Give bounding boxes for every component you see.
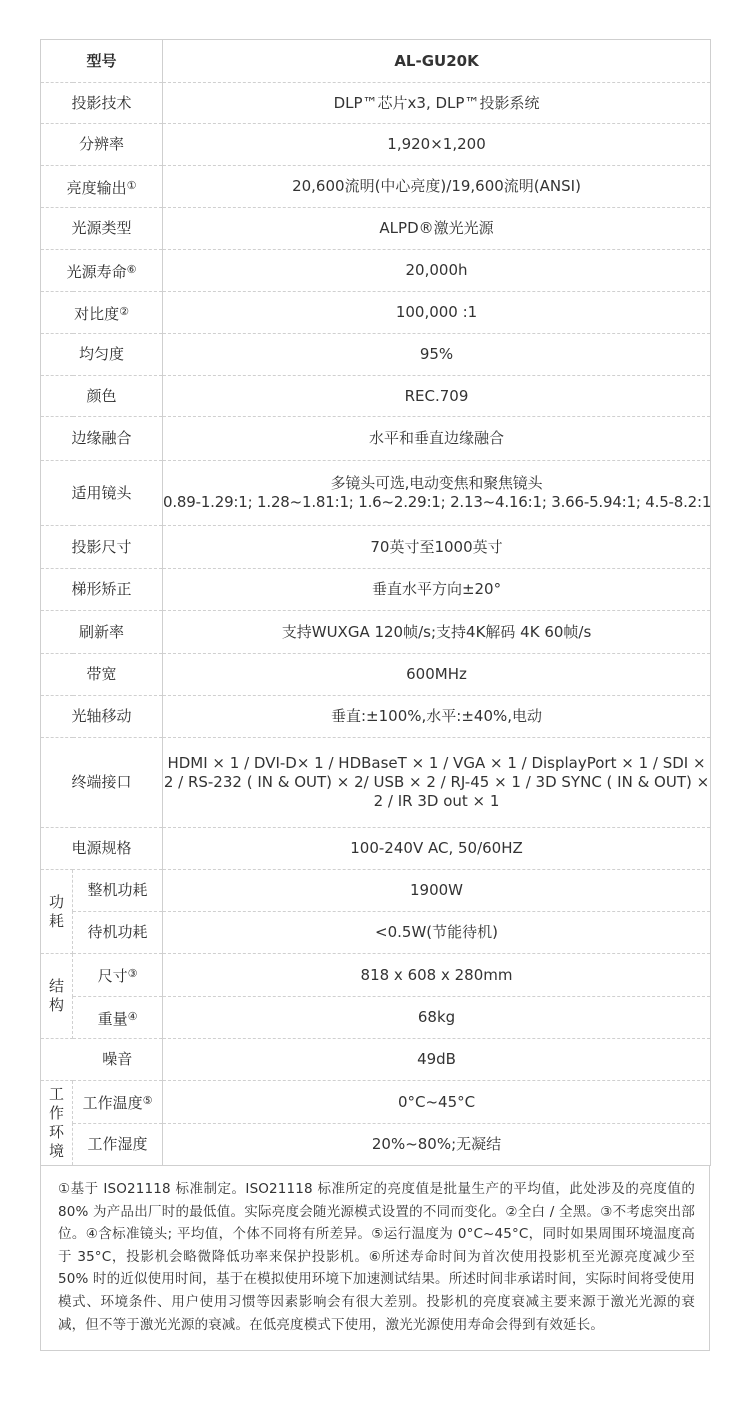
group-char: 境: [48, 1142, 64, 1160]
row-label: 边缘融合: [41, 417, 163, 461]
row-label: 终端接口: [41, 738, 163, 828]
row-value: 100-240V AC, 50/60HZ: [163, 828, 711, 870]
row-value: 95%: [163, 334, 711, 376]
row-value: 20,000h: [163, 250, 711, 292]
footnote-mark: ⑤: [142, 1094, 153, 1107]
label-text: 光源寿命: [66, 262, 127, 281]
row-value: REC.709: [163, 376, 711, 417]
row-value: 600MHz: [163, 654, 711, 696]
row-label: 噪音: [73, 1039, 163, 1081]
footnote-mark: ③: [127, 967, 138, 980]
model-row: [41, 40, 711, 83]
label-text: 对比度: [74, 304, 120, 323]
row-label: 光源类型: [41, 208, 163, 250]
row-value: 0°C~45°C: [163, 1081, 711, 1124]
footnote-mark: ②: [119, 304, 129, 318]
spec-row-standby-power: [41, 912, 711, 954]
spec-row-keystone: [41, 569, 711, 611]
spec-row-edge-blend: [41, 417, 711, 461]
row-value: 支持WUXGA 120帧/s;支持4K解码 4K 60帧/s: [163, 611, 711, 654]
row-label: 投影技术: [41, 83, 163, 124]
spec-row-humidity: [41, 1124, 711, 1166]
row-label: 待机功耗: [73, 912, 163, 954]
group-char: 工: [48, 1085, 64, 1103]
spec-table: [40, 39, 711, 1166]
model-label: 型号: [41, 40, 163, 83]
row-label: 光轴移动: [41, 696, 163, 738]
row-label: 均匀度: [41, 334, 163, 376]
spec-row-contrast: [41, 292, 711, 334]
spec-row-refresh: [41, 611, 711, 654]
label-text: 重量: [97, 1009, 128, 1028]
label-text: 尺寸: [97, 967, 128, 985]
row-value: HDMI × 1 / DVI-D× 1 / HDBaseT × 1 / VGA × 1 / DisplayPort × 1 / SDI × 2 / RS-232 ( IN & OUT) × 2/ USB × 2 / RJ-45 × 1 / 3D SYNC ( IN & OUT) × 2 / IR 3D out × 1: [163, 738, 711, 828]
footnote-mark: ④: [127, 1009, 138, 1023]
spec-row-projection-size: [41, 526, 711, 569]
model-value: AL-GU20K: [163, 40, 711, 83]
row-label: 整机功耗: [73, 870, 163, 912]
spec-row-resolution: [41, 124, 711, 166]
row-value: [163, 461, 711, 526]
group-label-consumption: [41, 870, 73, 954]
footnotes: ①基于 ISO21118 标准制定。ISO21118 标准所定的亮度值是批量生产的平均值，此处涉及的亮度值的 80% 为产品出厂时的最低值。实际亮度会随光源模式设置的不同而变化。②全白 / 全黑。③不考虑突出部位。④含标准镜头; 平均值，个体不同将有所差异。⑤运行温度为 0°C~45°C，同时如果周围环境温度高于 35°C，投影机会略微降低功率来保护投影机。⑥所述寿命时间为首次使用投影机至光源亮度减少至 50% 时的近似使用时间，基于在模拟使用环境下加速测试结果。所述时间非承诺时间，实际时间将受使用模式、环境条件、用户使用习惯等因素影响会有很大差别。投影机的亮度衰减主要来源于激光光源的衰减，但不等于激光光源的衰减。在低亮度模式下使用，激光光源使用寿命会得到有效延长。: [40, 1166, 710, 1351]
spec-row-ports: [41, 738, 711, 828]
spec-row-life: [41, 250, 711, 292]
row-value: 20%~80%;无凝结: [163, 1124, 711, 1166]
row-label: 刷新率: [41, 611, 163, 654]
row-value: 100,000 :1: [163, 292, 711, 334]
row-value: 68kg: [163, 997, 711, 1039]
spec-row-lens: [41, 461, 711, 526]
row-label: 投影尺寸: [41, 526, 163, 569]
row-label: 分辨率: [41, 124, 163, 166]
row-label: 颜色: [41, 376, 163, 417]
spec-row-power: [41, 828, 711, 870]
spec-row-temperature: [41, 1081, 711, 1124]
group-char: 结: [48, 977, 64, 995]
row-label: [41, 292, 163, 334]
group-char: 构: [48, 996, 64, 1014]
spec-row-full-power: [41, 870, 711, 912]
row-label: [41, 250, 163, 292]
row-value: 20,600流明(中心亮度)/19,600流明(ANSI): [163, 166, 711, 208]
row-label: [41, 166, 163, 208]
group-char: 环: [48, 1123, 64, 1141]
label-text: 工作温度: [82, 1094, 143, 1112]
label-text: 亮度输出: [66, 178, 127, 197]
row-label: [73, 954, 163, 997]
row-value: 垂直:±100%,水平:±40%,电动: [163, 696, 711, 738]
row-value: 49dB: [163, 1039, 711, 1081]
row-value: 818 x 608 x 280mm: [163, 954, 711, 997]
group-char: 耗: [48, 911, 64, 930]
row-value: 水平和垂直边缘融合: [163, 417, 711, 461]
row-label: 梯形矫正: [41, 569, 163, 611]
row-value: ALPD®激光光源: [163, 208, 711, 250]
row-label: [73, 1081, 163, 1124]
spec-row-uniformity: [41, 334, 711, 376]
row-label: [73, 997, 163, 1039]
group-spacer: [41, 1039, 73, 1081]
lens-summary: 多镜头可选,电动变焦和聚焦镜头: [330, 474, 543, 492]
footnote-mark: ⑥: [126, 262, 137, 276]
spec-row-dimensions: [41, 954, 711, 997]
row-value: DLP™芯片x3, DLP™投影系统: [163, 83, 711, 124]
spec-row-tech: [41, 83, 711, 124]
group-label-structure: [41, 954, 73, 1039]
row-value: 1,920×1,200: [163, 124, 711, 166]
footnote-mark: ①: [126, 178, 137, 192]
group-char: 作: [48, 1104, 64, 1122]
spec-row-weight: [41, 997, 711, 1039]
spec-row-lens-shift: [41, 696, 711, 738]
row-value: 1900W: [163, 870, 711, 912]
row-label: 带宽: [41, 654, 163, 696]
spec-row-light-source: [41, 208, 711, 250]
row-value: 70英寸至1000英寸: [163, 526, 711, 569]
spec-row-bandwidth: [41, 654, 711, 696]
spec-sheet: [40, 39, 710, 1351]
spec-row-color: [41, 376, 711, 417]
row-label: 适用镜头: [41, 461, 163, 526]
row-value: 垂直水平方向±20°: [163, 569, 711, 611]
spec-row-noise: [41, 1039, 711, 1081]
row-label: 电源规格: [41, 828, 163, 870]
row-label: 工作湿度: [73, 1124, 163, 1166]
lens-ratios: 0.89-1.29:1; 1.28~1.81:1; 1.6~2.29:1; 2.13~4.16:1; 3.66-5.94:1; 4.5-8.2:1: [163, 493, 712, 511]
row-value: <0.5W(节能待机): [163, 912, 711, 954]
group-char: 功: [48, 892, 64, 911]
spec-row-brightness: [41, 166, 711, 208]
group-label-environment: [41, 1081, 73, 1166]
